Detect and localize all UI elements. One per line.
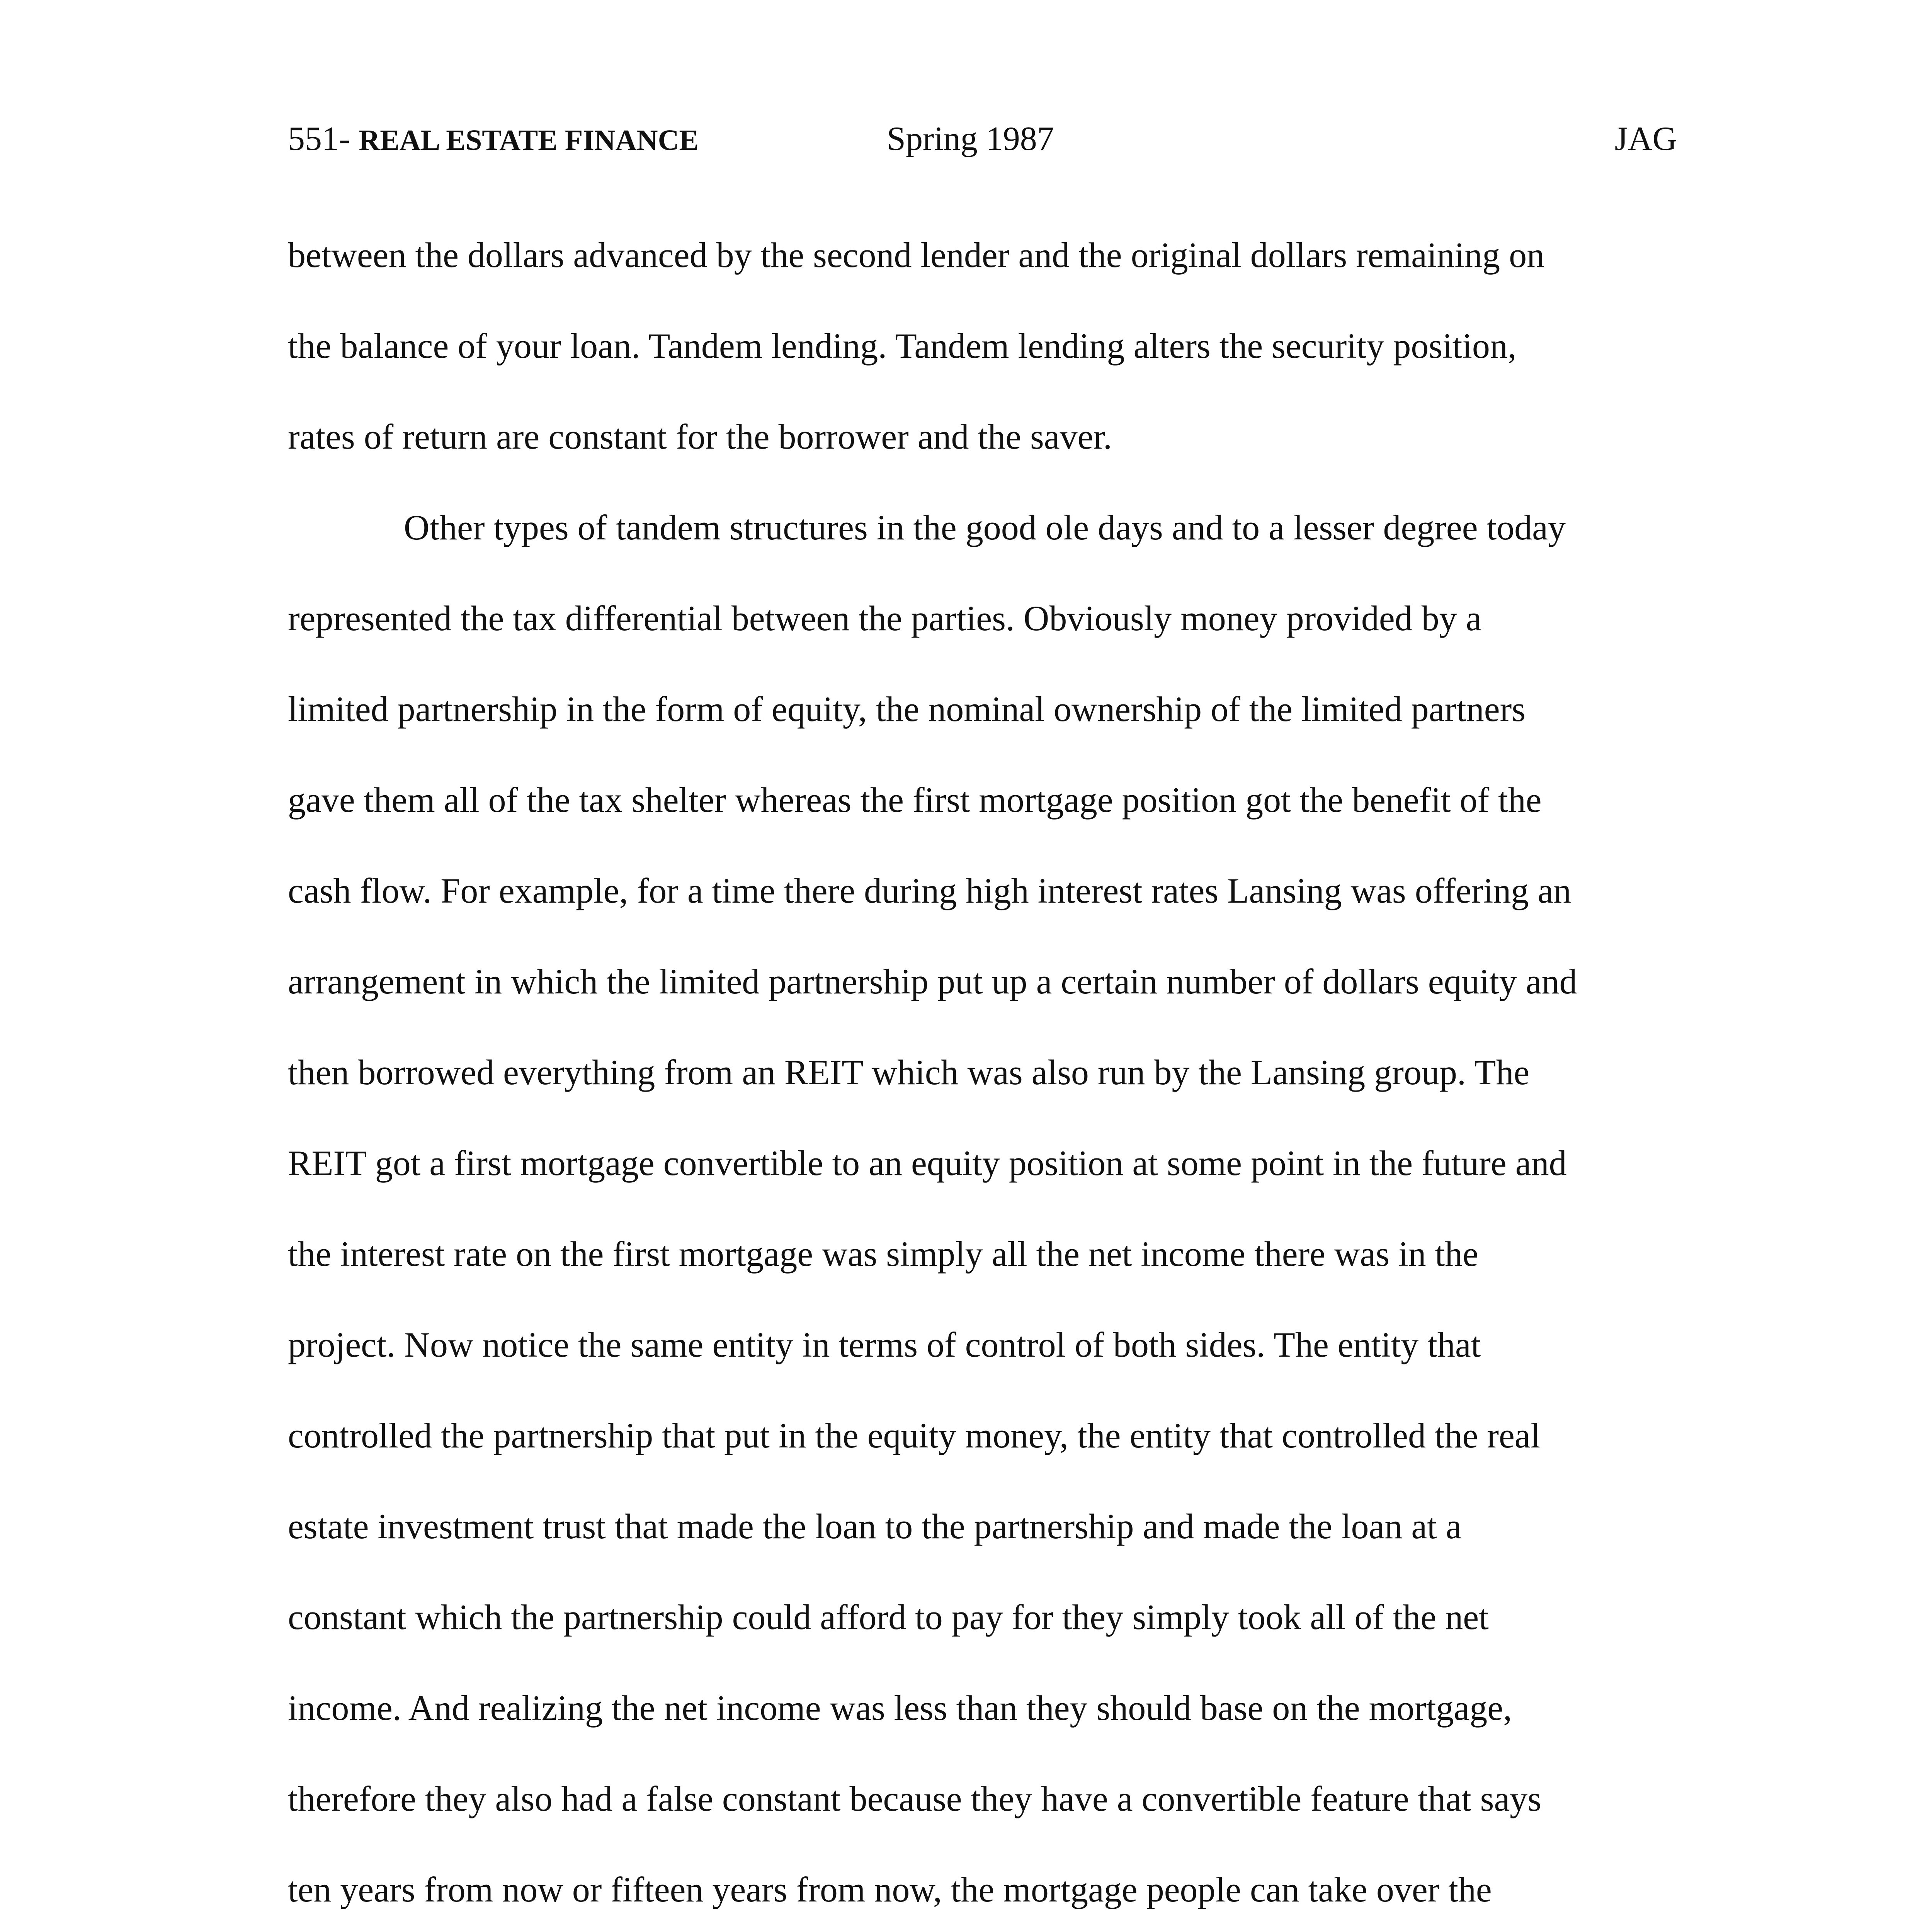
text-line: arrangement in which the limited partnership put up a certain number of dollars equity and [288, 962, 1577, 1001]
text-line: therefore they also had a false constant because they have a convertible feature that says [288, 1779, 1542, 1818]
text-line: represented the tax differential between the parties. Obviously money provided by a [288, 599, 1482, 638]
text-line: controlled the partnership that put in the equity money, the entity that controlled the real [288, 1416, 1541, 1455]
text-line: rates of return are constant for the borrower and the saver. [288, 417, 1112, 456]
course-title: REAL ESTATE FINANCE [359, 124, 699, 156]
paragraph-start-line: Other types of tandem structures in the good ole days and to a lesser degree today [404, 508, 1566, 547]
text-line: between the dollars advanced by the second lender and the original dollars remaining on [288, 235, 1545, 275]
text-line: then borrowed everything from an REIT which was also run by the Lansing group. The [288, 1053, 1530, 1092]
text-line: limited partnership in the form of equity, the nominal ownership of the limited partners [288, 689, 1526, 729]
page-header [288, 116, 1677, 162]
text-line: the interest rate on the first mortgage was simply all the net income there was in the [288, 1234, 1479, 1274]
text-line: the balance of your loan. Tandem lending. Tandem lending alters the security position, [288, 326, 1517, 366]
body-text [288, 228, 1679, 1932]
text-line: gave them all of the tax shelter whereas the first mortgage position got the benefit of the [288, 780, 1542, 820]
course-number: 551- [288, 120, 350, 158]
text-line: constant which the partnership could afford to pay for they simply took all of the net [288, 1597, 1489, 1637]
text-line: project. Now notice the same entity in terms of control of both sides. The entity that [288, 1325, 1481, 1364]
course-heading [288, 116, 699, 163]
text-line: REIT got a first mortgage convertible to an equity position at some point in the future and [288, 1143, 1567, 1183]
author-initials: JAG [1614, 120, 1677, 158]
term-label: Spring 1987 [887, 120, 1054, 158]
text-line: ten years from now or fifteen years from now, the mortgage people can take over the [288, 1870, 1492, 1909]
text-line: income. And realizing the net income was less than they should base on the mortgage, [288, 1688, 1512, 1728]
text-line: cash flow. For example, for a time there during high interest rates Lansing was offering an [288, 871, 1571, 910]
text-line: estate investment trust that made the loan to the partnership and made the loan at a [288, 1507, 1462, 1546]
